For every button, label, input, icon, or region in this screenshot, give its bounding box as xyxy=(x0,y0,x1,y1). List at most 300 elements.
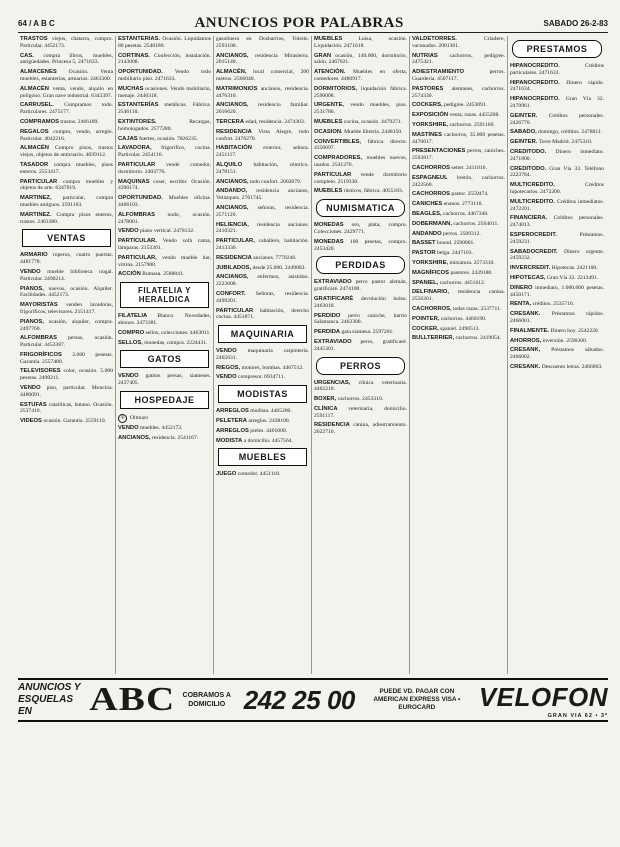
column-5 xyxy=(410,36,508,674)
ad-text: clínica veterinaria. 4462218. xyxy=(314,379,407,393)
ad-text: Rumasa. 2588841. xyxy=(142,271,185,278)
classified-ad xyxy=(20,252,113,266)
ad-text: Créditos inmediatos. 2472201. xyxy=(510,198,604,212)
classified-ad xyxy=(20,335,113,349)
footer-payment: PUEDE VD. PAGAR CON AMERICAN EXPRESS VISA • EUROCARD xyxy=(373,688,461,711)
ad-keyword: MARTINEZ, xyxy=(20,195,52,202)
ad-text: color, ocasión. 5.000 pesetas. 2490211. xyxy=(20,368,113,382)
ad-text: todas razas. 2537711. xyxy=(453,305,502,312)
classified-ad xyxy=(510,149,604,163)
ad-keyword: PARTICULAR, xyxy=(216,238,255,245)
ad-text: 100 pesetas, compro. 2453420. xyxy=(314,238,407,252)
ad-text: gasolinera en Dosbarrios, Toledo. 2593100. xyxy=(216,36,309,49)
ad-text: muebles nuevos, usados. 2541270. xyxy=(314,155,407,168)
classified-ad xyxy=(118,162,211,176)
ad-keyword: CREDITODO. xyxy=(510,148,547,155)
column-1 xyxy=(18,36,116,674)
ad-keyword: MASTINES xyxy=(412,131,442,138)
ad-text: vendo mueble bar, vitrina. 2157900. xyxy=(118,254,211,268)
classified-ad xyxy=(216,188,309,202)
ad-text: rústicos, fábrica. 4055183. xyxy=(343,188,404,195)
ad-keyword: MAGNÍFICOS xyxy=(412,269,450,276)
ad-keyword: VENDO xyxy=(118,228,139,235)
classified-ad xyxy=(216,222,309,236)
ad-keyword: ANCIANOS, xyxy=(216,274,249,281)
hospedaje-entry xyxy=(118,414,211,423)
ad-keyword: CONVERTIBLES, xyxy=(314,138,362,145)
classified-ad xyxy=(118,86,211,100)
classified-ad xyxy=(314,36,407,50)
ad-text: comedor. 4451118. xyxy=(237,471,281,478)
ad-text: vendo muebles, piso. 2531780. xyxy=(314,102,407,116)
classified-ad xyxy=(118,238,211,252)
classified-ad xyxy=(314,406,407,420)
ad-keyword: VENDO xyxy=(118,424,139,431)
ad-text: spaniel. 2490513. xyxy=(440,325,480,332)
ad-text: perros. 2509312. xyxy=(443,230,481,237)
ad-text: monedas, compra. 2224431. xyxy=(144,339,208,346)
classified-ad xyxy=(20,129,113,143)
ad-text: ocasión, 140.000, dormitorio, salón. 2467021. xyxy=(314,52,408,66)
classified-ad xyxy=(412,260,505,267)
section-heading: FILATELIA Y HERALDICA xyxy=(120,282,209,308)
ad-keyword: FINALMENTE. xyxy=(510,327,549,334)
classified-ad xyxy=(510,328,604,335)
classified-ad xyxy=(412,289,505,303)
ad-keyword: VENDO xyxy=(216,348,237,355)
section-heading: PERROS xyxy=(316,357,405,375)
classified-ad xyxy=(216,205,309,219)
classified-ad xyxy=(314,396,407,403)
ad-keyword: SABADO, xyxy=(510,129,537,136)
ad-text: habitación, céntrico. 2478151. xyxy=(216,161,309,175)
classified-ad xyxy=(412,36,505,50)
classified-ad xyxy=(118,271,211,278)
classified-ad xyxy=(20,302,113,316)
ad-text: setter. 2411016. xyxy=(451,164,487,171)
ad-text: vende comedor, dormitorio. 2403776. xyxy=(118,161,211,175)
abc-logo: ABC xyxy=(89,681,176,718)
classified-ad xyxy=(412,316,505,323)
classified-ad xyxy=(216,418,309,425)
ad-keyword: CORTINAS. xyxy=(118,52,150,59)
ad-text: 2.000 pesetas. Garantía. 2557480. xyxy=(20,351,113,365)
classified-ad xyxy=(412,148,505,162)
classified-ad xyxy=(20,269,113,283)
ad-keyword: PARTICULAR xyxy=(216,307,254,314)
classified-ad xyxy=(216,428,309,435)
ad-text: muebles. 4452173. xyxy=(140,424,183,431)
ad-text: bretón, cachorros. 2423560. xyxy=(412,174,505,188)
classified-ad xyxy=(412,86,505,100)
ad-keyword: ESTUFAS xyxy=(20,401,47,408)
ad-keyword: PARTICULAR xyxy=(20,178,58,185)
column-3 xyxy=(214,36,312,674)
ad-keyword: HIPANOCREDITO. xyxy=(510,79,560,86)
ad-keyword: PASTORES xyxy=(412,85,444,92)
ad-text: pastor. 2559474. xyxy=(451,191,489,198)
ad-text: mueble biblioteca nogal. Particular. 2490214. xyxy=(20,268,113,282)
velofon-address: GRAN VIA 62 • 3º xyxy=(547,712,608,719)
ad-keyword: RESIDENCIA xyxy=(216,128,252,135)
classified-ad xyxy=(510,347,604,361)
classified-ad xyxy=(118,195,211,209)
ad-keyword: HIPOTECAS, xyxy=(510,274,546,281)
classified-ad xyxy=(216,119,309,126)
column-4 xyxy=(312,36,410,674)
classified-ad xyxy=(216,102,309,116)
ad-keyword: EXTRAVIADO xyxy=(314,338,352,345)
section-heading: GATOS xyxy=(120,350,209,368)
classified-ad xyxy=(412,280,505,287)
ad-text: Préstamos sábados. 2466002. xyxy=(510,347,604,361)
ad-text: sellos, colecciones. 4463011. xyxy=(145,329,211,336)
classified-ad xyxy=(20,286,113,300)
ad-text: Créditos personales. 2426770. xyxy=(510,112,604,126)
classified-ad xyxy=(118,212,211,226)
classified-ad xyxy=(314,129,407,136)
classified-ad xyxy=(510,113,604,127)
ad-keyword: ESPAGNEUL xyxy=(412,174,448,181)
ad-text: trastos. 2466189. xyxy=(60,118,99,125)
ad-keyword: OCASION. xyxy=(314,128,343,135)
ad-text: Dinero inmediato. 2471800. xyxy=(510,148,604,162)
ad-text: cachorros. 4467340. xyxy=(443,210,489,217)
ad-keyword: COMPRO xyxy=(118,329,145,336)
ad-keyword: MAYORISTAS xyxy=(20,302,58,309)
ad-keyword: TERCERA xyxy=(216,118,245,125)
ad-keyword: COCKER, xyxy=(412,325,439,332)
footer-phone: 242 25 00 xyxy=(243,684,355,715)
classified-ad xyxy=(510,311,604,325)
ad-text: canina, adiestramiento. 2022710. xyxy=(314,422,407,436)
classified-ad xyxy=(216,162,309,176)
ad-text: Ocasión. Liquidamos 80 pesetas. 2540180. xyxy=(118,36,211,49)
ad-text: piano vertical. 2478132. xyxy=(140,228,195,235)
ad-keyword: ESTANTERÍAS xyxy=(118,102,159,109)
ad-text: Vista Alegre, todo confort. 2476270. xyxy=(216,128,309,142)
ad-keyword: TELEVISORES xyxy=(20,368,61,375)
classified-ad xyxy=(412,201,505,208)
ad-text: Compramos todo. Particulares. 2475177. xyxy=(20,102,113,116)
ad-keyword: PRESENTACIONES xyxy=(412,148,466,155)
ad-text: compro, vendo, arreglo. Particular. 4042216. xyxy=(20,128,113,142)
classified-ad xyxy=(216,438,309,445)
ad-keyword: MAQUINAS xyxy=(118,178,150,185)
ad-keyword: YORKSHIRE, xyxy=(412,121,449,128)
classified-ad xyxy=(118,373,211,387)
ad-text: catalíticas, butano. Ocasión. 2537410. xyxy=(20,401,113,415)
classified-ad xyxy=(20,86,113,100)
ad-text: Criadero, vacunados. 2001301. xyxy=(412,36,505,49)
ad-keyword: REGALOS xyxy=(20,128,49,135)
ad-text: enfermos, asistidos. 2223608. xyxy=(216,274,309,288)
ad-keyword: MULTICREDITO. xyxy=(510,182,555,189)
ad-keyword: CACHORROS xyxy=(412,191,451,198)
ad-keyword: CLÍNICA xyxy=(314,405,338,412)
ad-text: Muebles en oferta, comedores. 4480917. xyxy=(314,69,408,82)
ad-text: caballero, habitación. 2413330. xyxy=(216,238,309,251)
ad-keyword: OPORTUNIDAD. xyxy=(118,195,163,202)
page-number: 64 / A B C xyxy=(18,18,55,28)
ad-keyword: ALMACÉN xyxy=(20,145,49,152)
classified-ad xyxy=(216,365,309,372)
ad-text: residencia. 2541167. xyxy=(151,434,199,441)
classified-ad xyxy=(216,274,309,288)
ad-keyword: CACHORROS, xyxy=(412,305,452,312)
ad-keyword: URGENTE, xyxy=(314,102,344,109)
classified-ad xyxy=(118,435,211,442)
classified-ad xyxy=(412,306,505,313)
classified-ad xyxy=(510,80,604,94)
ad-text: alemanes, cachorros. 2574330. xyxy=(412,85,505,99)
ad-text: compra libros, muebles, antigüedades. Princesa 5, 2471633. xyxy=(20,52,114,66)
ad-text: Recargas, homologados. 2577280. xyxy=(118,118,211,132)
classified-ad xyxy=(412,335,505,342)
section-title: ANUNCIOS POR PALABRAS xyxy=(194,14,404,31)
ad-text: pedigree. 2453091. xyxy=(444,102,488,109)
ad-keyword: URGENCIAS, xyxy=(314,379,351,386)
ad-text: cachorros. 4451612. xyxy=(439,279,486,286)
ad-text: Blanco. Novedades, abonos. 2473381. xyxy=(118,313,211,326)
ad-text: Hipotecas. 2421100. xyxy=(551,265,598,272)
ad-keyword: VALDETORRES. xyxy=(412,36,457,42)
classified-ad xyxy=(510,265,604,272)
ad-text: fábrica directo. 4350097. xyxy=(314,138,407,152)
ad-keyword: ANDANDO, xyxy=(216,188,248,195)
ad-text: Señoras, residencia. 4499201. xyxy=(216,290,309,304)
ad-keyword: EXTRAVIADO xyxy=(314,279,352,286)
ad-keyword: ESTANTERÍAS. xyxy=(118,36,161,42)
ad-text: Dinero urgente. 2459232. xyxy=(510,248,604,262)
ad-keyword: CARRUSEL. xyxy=(20,102,54,109)
ad-text: nudo, ocasión. 2478001. xyxy=(118,211,211,225)
ad-text: Préstamos rápidos. 2466001. xyxy=(510,311,604,324)
ad-keyword: FILATELIA xyxy=(118,313,148,320)
classified-ad xyxy=(314,380,407,394)
ad-keyword: RIEGOS, xyxy=(216,364,241,371)
ad-keyword: ALMACENES xyxy=(20,69,57,76)
classified-ad xyxy=(20,368,113,382)
ad-keyword: RENTA, xyxy=(510,301,532,308)
section-heading: MUEBLES xyxy=(218,448,307,466)
classified-ad xyxy=(216,348,309,362)
classified-ad xyxy=(216,36,309,50)
ad-keyword: PARTICULAR xyxy=(118,161,156,168)
ad-keyword: MARTINEZ. xyxy=(20,211,52,218)
ad-text: gatitos persas, siameses. 2437405. xyxy=(118,373,211,387)
classified-ad xyxy=(510,301,604,308)
classified-ad xyxy=(216,238,309,252)
classified-ad xyxy=(118,313,211,327)
ad-text: residencia ancianos. 2410321. xyxy=(216,221,309,235)
ad-text: vende dormitorio completo. 2519330. xyxy=(314,171,407,185)
classified-ad xyxy=(314,155,407,169)
ad-keyword: MATRIMONIOS xyxy=(216,85,258,92)
ad-text: ancianos, residencia. 4476310. xyxy=(216,85,309,99)
classified-ad xyxy=(20,69,113,83)
section-heading: VENTAS xyxy=(22,229,111,247)
classified-ad xyxy=(118,255,211,269)
classified-ad xyxy=(412,270,505,277)
ad-text: cachorros. 2564011. xyxy=(453,220,499,227)
classified-ad xyxy=(314,313,407,327)
classified-ad xyxy=(314,69,407,83)
footer-cobramos: COBRAMOS A DOMICILIO xyxy=(182,692,231,708)
ad-text: Créditos particulares. 2471633. xyxy=(510,63,604,76)
ad-keyword: LAVADORA, xyxy=(118,145,152,152)
classified-ad xyxy=(314,86,407,100)
ad-text: Vendo sofá cama, lámparas. 2153301. xyxy=(118,238,211,251)
ad-keyword: SPANIEL, xyxy=(412,279,439,286)
classified-ad xyxy=(510,63,604,77)
ad-keyword: ALQUILO xyxy=(216,161,243,168)
ad-text: exterior, señora. 2451117. xyxy=(216,145,309,159)
newspaper-page xyxy=(18,14,608,844)
classified-ad xyxy=(510,129,604,136)
ad-keyword: PARTICULAR, xyxy=(118,254,157,261)
ad-text: desde 25.000. 2449083. xyxy=(252,264,306,271)
ad-keyword: SABADOCREDIT. xyxy=(510,248,558,255)
classified-ad xyxy=(412,326,505,333)
ad-keyword: CONFORT. xyxy=(216,290,246,297)
classified-ad xyxy=(20,179,113,193)
ad-keyword: DELFINARIO, xyxy=(412,289,450,296)
classified-ad xyxy=(118,53,211,67)
ad-keyword: ALMACÉN xyxy=(20,85,49,92)
classified-columns xyxy=(18,36,608,674)
ad-text: maquinaria carpintería. 2465631. xyxy=(216,348,309,361)
ad-text: Créditos personales. 2474013. xyxy=(510,215,604,229)
classified-ad xyxy=(20,319,113,333)
classified-ad xyxy=(20,418,113,425)
ad-keyword: CAJAS xyxy=(118,135,138,142)
ad-keyword: COMPRADORES, xyxy=(314,155,362,162)
ad-text: Compra pisos enteros, trastos. 2463380. xyxy=(20,211,114,225)
classified-ad xyxy=(314,329,407,336)
ad-keyword: ALFOMBRAS xyxy=(118,211,156,218)
ad-keyword: HABITACIÓN xyxy=(216,145,252,152)
ad-keyword: GEINTER. xyxy=(510,139,538,146)
classified-ad xyxy=(412,175,505,189)
classified-ad xyxy=(314,239,407,253)
footer-tagline: ANUNCIOS Y ESQUELAS EN xyxy=(18,682,81,717)
ad-text: perro caniche, barrio Salamanca. 2462300. xyxy=(314,312,408,326)
classified-ad xyxy=(118,119,211,133)
ad-keyword: CRESANK. xyxy=(510,311,541,318)
ad-keyword: PIANOS, xyxy=(20,318,44,325)
ad-keyword: VENDO xyxy=(20,268,41,275)
classified-ad xyxy=(20,212,113,226)
section-heading: HOSPEDAJE xyxy=(120,391,209,409)
ad-text: edad, residencia. 2474303. xyxy=(245,118,306,125)
classified-ad xyxy=(20,145,113,159)
velofon-name: VELOFON xyxy=(478,681,608,712)
ad-keyword: PIANOS, xyxy=(20,285,44,292)
ad-text: Gran Vía 32. 2213491. xyxy=(546,274,599,281)
ad-keyword: VIDEOS xyxy=(20,418,42,425)
classified-ad xyxy=(216,255,309,262)
ad-text: Créditos hipotecarios. 2472200. xyxy=(510,182,604,195)
classified-ad xyxy=(118,145,211,159)
ad-text: perro pastor alemán, gratificaré. 2474108. xyxy=(314,279,407,293)
ad-keyword: AHORROS, xyxy=(510,337,542,344)
ad-keyword: HIPANOCREDITO. xyxy=(510,96,560,103)
ad-keyword: ARREGLOS xyxy=(216,427,249,434)
classified-ad xyxy=(314,119,407,126)
classified-ad xyxy=(510,338,604,345)
classified-ad xyxy=(314,339,407,353)
ad-keyword: PASTOR xyxy=(412,250,436,257)
classified-ad xyxy=(20,102,113,116)
classified-ad xyxy=(314,188,407,195)
classified-ad xyxy=(20,53,113,67)
ad-text: cachorros. 2453310. xyxy=(337,396,384,403)
ad-keyword: DINERO xyxy=(510,284,533,291)
ad-keyword: HIPANOCREDITO. xyxy=(510,63,560,69)
ad-text: hound. 2590001. xyxy=(436,240,475,247)
ad-text: a domicilio. 4457564. xyxy=(243,437,293,444)
classified-ad xyxy=(118,340,211,347)
ad-keyword: EXPOSICIÓN xyxy=(412,112,449,119)
classified-ad xyxy=(314,172,407,186)
ad-keyword: MUEBLES xyxy=(314,188,343,195)
ad-keyword: MUCHAS xyxy=(118,85,144,92)
ad-keyword: ATENCIÓN. xyxy=(314,69,346,76)
classified-ad xyxy=(20,385,113,399)
ad-keyword: DOBERMANN, xyxy=(412,220,452,227)
ad-keyword: RESIDENCIA xyxy=(314,422,350,429)
classified-ad xyxy=(412,231,505,238)
ad-keyword: VENDO xyxy=(20,385,41,392)
classified-ad xyxy=(510,275,604,282)
footer-advert xyxy=(18,678,608,722)
ad-keyword: HELIENCIA, xyxy=(216,221,249,228)
ad-text: persas, ocasión. Particular. 4453387. xyxy=(20,335,113,349)
ad-keyword: MULTICREDITO. xyxy=(510,198,555,205)
ad-text: cachorros, 35.000 pesetas. 4470617. xyxy=(412,131,505,145)
ad-text: Confección, instalación. 2143008. xyxy=(118,52,211,66)
ad-keyword: JUBILADOS, xyxy=(216,264,252,271)
ad-keyword: GRATIFICARÉ xyxy=(314,295,354,302)
classified-ad xyxy=(118,69,211,83)
ad-keyword: PELETERA xyxy=(216,418,247,425)
ad-text: Gran Vía 33. Teléfono 2223784. xyxy=(510,165,604,179)
ad-text: inversión. 2590300. xyxy=(542,337,588,344)
ad-keyword: MONEDAS xyxy=(314,222,344,229)
classified-ad xyxy=(314,53,407,67)
ad-text: Compro pisos, trastos viejos, objetos de anticuario. 4039112. xyxy=(20,145,113,159)
classified-ad xyxy=(216,69,309,83)
ad-keyword: COMPRAMOS xyxy=(20,118,59,125)
classified-ad xyxy=(118,36,211,50)
ad-text: habitación, derecho cocina. 4451871. xyxy=(216,307,309,321)
classified-ad xyxy=(118,179,211,193)
ad-text: motores, bombas. 4467512. xyxy=(241,364,304,371)
ad-keyword: BOXER, xyxy=(314,396,337,403)
classified-ad xyxy=(216,374,309,381)
ad-keyword: SELLOS, xyxy=(118,339,143,346)
ad-text: ocasión. Garantía. 2559110. xyxy=(43,418,107,425)
ad-keyword: FINANCIERA. xyxy=(510,215,548,222)
classified-ad xyxy=(412,221,505,228)
ad-keyword: VENDO xyxy=(118,373,139,380)
ad-keyword: FRIGORÍFICOS xyxy=(20,351,62,358)
ad-text: cachorros. 2591160. xyxy=(449,121,495,128)
ad-text: residencia ancianos, Velázquez. 2761745. xyxy=(216,188,309,202)
ad-keyword: POINTER, xyxy=(412,315,440,322)
classified-ad xyxy=(20,402,113,416)
